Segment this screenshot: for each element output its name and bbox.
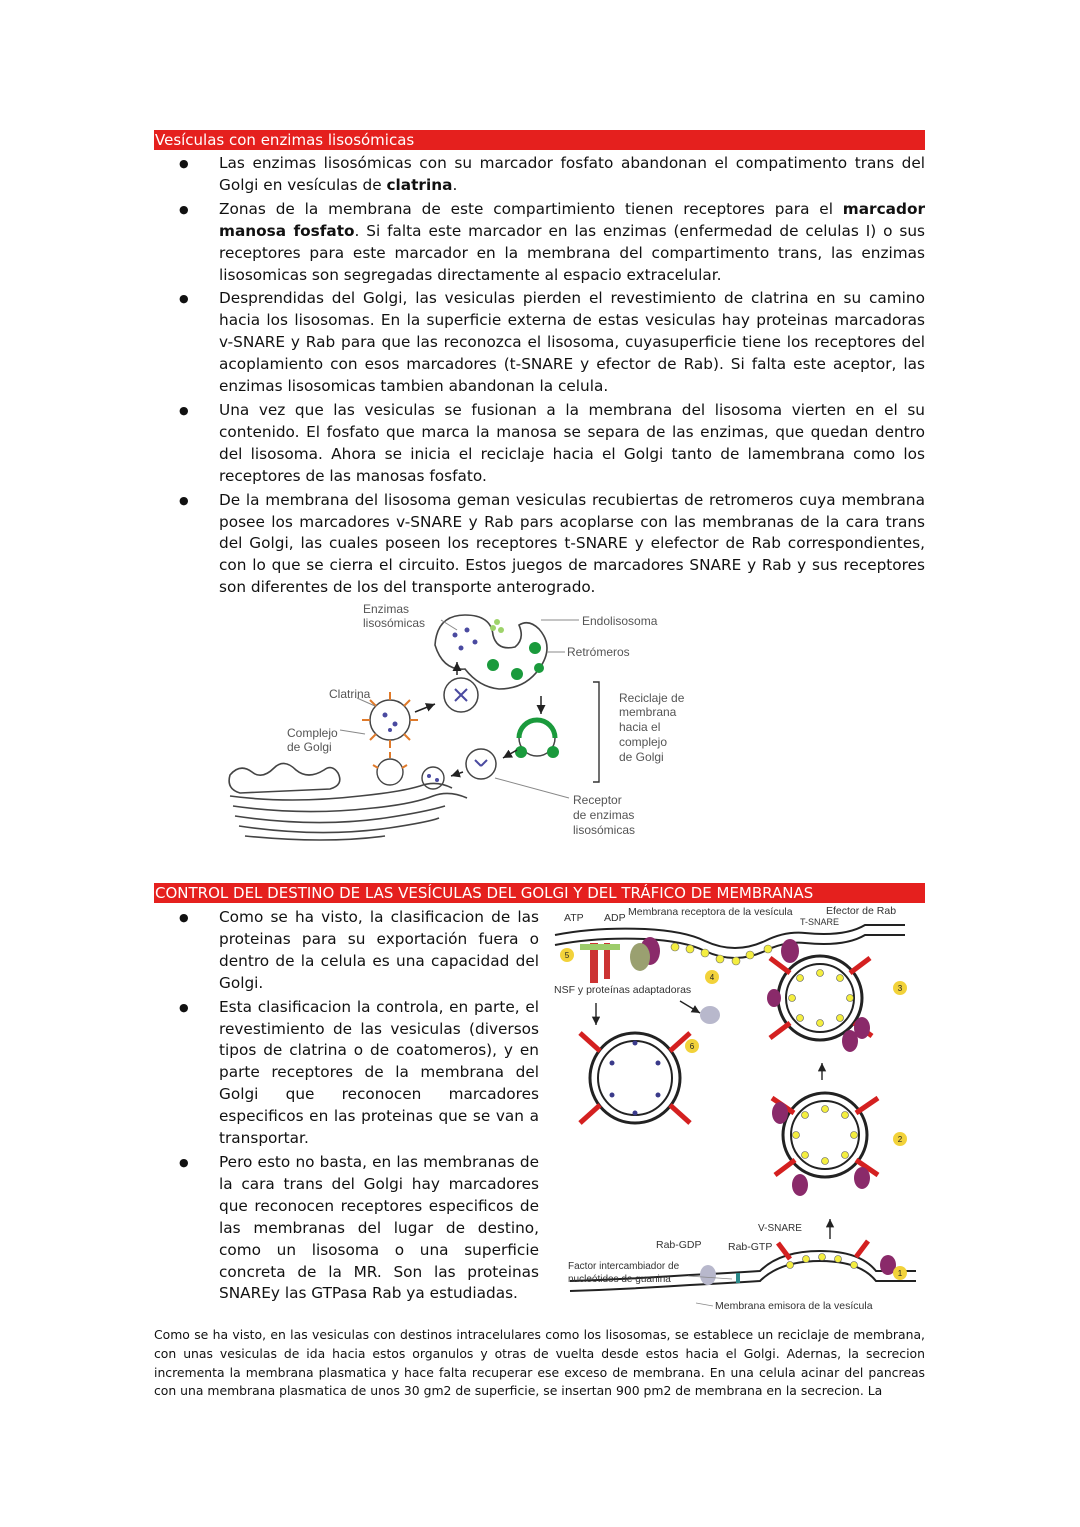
label-factor-1: Factor intercambiador de [568, 1261, 680, 1272]
label-rab-gdp: Rab-GDP [656, 1239, 702, 1251]
label-clatrina: Clatrina [329, 687, 371, 701]
label-membrana-emisora: Membrana emisora de la vesícula [715, 1300, 873, 1312]
bullet-text: Una vez que las vesiculas se fusionan a la membrana del lisosoma vierten en el su contenido. El fosfato que marca la manosa se separa de las enzimas, que quedan dentro del lisosoma. Ahora se inicia el reciclaje hacia el Golgi tanto de lamembrana como los receptores de las manosas fosfato. [219, 400, 925, 485]
bullet-item [154, 997, 539, 1150]
bullet-text: . [452, 175, 458, 194]
label-receptor-1: Receptor [573, 793, 622, 807]
step-2: 2 [897, 1135, 903, 1144]
retromer-vesicle [515, 720, 559, 758]
label-reciclaje-3: hacia el [619, 720, 661, 734]
bullet-text: Las enzimas lisosómicas con su marcador fosfato abandonan el compatimento trans del Golgi en vesículas de [219, 154, 925, 194]
label-complejo-2: de Golgi [287, 740, 332, 754]
bullet-item [154, 153, 925, 197]
bullet-item [154, 907, 539, 995]
bullet-text: Desprendidas del Golgi, las vesiculas pierden el revestimiento de clatrina en su camino hacia los lisosomas. En la superficie externa de estas vesiculas hay proteinas marcadoras v-SNARE y Rab para que las reconozca el lisosoma, cuyasuperficie tiene los receptores del acoplamiento con esos marcadores (t-SNARE y efector de Rab). Si falta este aceptor, las enzimas lisosomicas tambien abandonan la celula. [219, 289, 925, 396]
bullet-text: Zonas de la membrana de este compartimiento tienen receptores para el [219, 199, 843, 218]
bullet-text: . Si falta este marcador en las enzimas (enfermedad de celulas I) o sus receptores para este marcador en la membrana del compartimento trans, las enzimas lisosomicas son segregadas directamente al espacio extracelular. [219, 221, 925, 284]
bullet-list-vesiculas [154, 153, 925, 601]
label-atp: ATP [564, 912, 584, 924]
label-receptor-2: de enzimas [573, 808, 635, 822]
bullet-item [154, 199, 925, 287]
label-reciclaje-2: membrana [619, 705, 677, 719]
bullet-item [154, 490, 925, 600]
label-receptor-3: lisosómicas [573, 823, 636, 837]
endolysosome [435, 615, 547, 689]
bullet-text: De la membrana del lisosoma geman vesiculas recubiertas de retromeros cuya membrana posee los marcadores v-SNARE y Rab pars acoplarse con las membranas de la cara trans del Golgi, las cuales poseen los receptores t-SNARE y elefector de Rab correspondientes, con lo que se cierra el circuito. Estos juegos de marcadores SNARE y Rab y sus receptores son diferentes de los del transporte anterogrado. [219, 490, 925, 597]
step-5: 5 [564, 951, 570, 960]
label-efector-rab: Efector de Rab [826, 905, 897, 917]
bullet-item [154, 400, 925, 488]
figure-snare-rab [550, 903, 925, 1315]
step-4: 4 [709, 973, 715, 982]
clathrin-vesicle [362, 692, 418, 748]
label-adp: ADP [604, 912, 626, 924]
label-rab-gtp: Rab-GTP [728, 1241, 773, 1253]
label-enzimas-1: Enzimas [363, 602, 410, 616]
step-3: 3 [897, 984, 903, 993]
step-1: 1 [897, 1269, 903, 1278]
bullet-text: Esta clasificacion la controla, en parte, el revestimiento de las vesiculas (diversos tipos de clatrina o de coatomeros), y en parte receptores de la membrana del Golgi que reconocen marcadores especificos en las proteinas que se van a transportar. [219, 997, 539, 1148]
bold-term: marcador manosa fosfato [219, 199, 925, 240]
bullet-text: Como se ha visto, la clasificacion de las proteinas para su exportación fuera o dentro de la celula es una capacidad del Golgi. [219, 908, 539, 992]
label-nsf: NSF y proteínas adaptadoras [554, 984, 692, 996]
golgi-complex-drawing [229, 763, 467, 840]
label-retromeros: Retrómeros [567, 645, 630, 659]
figure-lysosomal-pathway [225, 600, 715, 845]
label-enzimas-2: lisosómicas [363, 616, 426, 630]
recycled-vesicle [580, 1033, 690, 1123]
docked-vesicle [767, 956, 872, 1052]
bold-term: clatrina [386, 175, 453, 194]
footer-paragraph: Como se ha visto, en las vesiculas con destinos intracelulares como los lisosomas, se establece un reciclaje de membrana, con unas vesiculas de ida hacia estos organulos y otras de vuelta desde estos hacia el Golgi. Adernas, la secrecion incrementa la membrana plasmatica y hace falta recuperar ese exceso de membrana. En una celula acinar del pancreas con una membrana plasmatica de unos 30 gm2 de superficie, se insertan 900 pm2 de membrana en la secrecion. La [154, 1327, 925, 1399]
label-factor-2: nucleótidos de guanina [568, 1274, 671, 1285]
label-complejo-1: Complejo [287, 726, 338, 740]
step-6: 6 [689, 1042, 695, 1051]
label-reciclaje-4: complejo [619, 735, 668, 749]
section-title-control-destino: CONTROL DEL DESTINO DE LAS VESÍCULAS DEL GOLGI Y DEL TRÁFICO DE MEMBRANAS [154, 883, 925, 903]
uncoated-vesicle [444, 678, 478, 712]
bullet-text: Pero esto no basta, en las membranas de la cara trans del Golgi hay marcadores que reconocen receptores especificos de las membranas del lugar de destino, como un lisosoma o una superficie concreta de la MR. Son las proteinas SNAREy las GTPasa Rab ya estudiadas. [219, 1152, 539, 1303]
bullet-list-control [154, 907, 539, 1307]
label-membrana-receptora: Membrana receptora de la vesícula [628, 906, 793, 918]
bullet-item [154, 1152, 539, 1305]
bullet-item [154, 288, 925, 398]
nsf-complex [580, 943, 650, 983]
section-title-vesiculas: Vesículas con enzimas lisosómicas [154, 130, 925, 150]
label-reciclaje-5: de Golgi [619, 750, 664, 764]
returning-vesicle [466, 749, 496, 779]
label-tsnare: T-SNARE [800, 917, 840, 927]
travelling-vesicle [772, 1093, 878, 1196]
label-endolisosoma: Endolisosoma [582, 614, 658, 628]
label-reciclaje-1: Reciclaje de [619, 691, 685, 705]
label-vsnare: V-SNARE [758, 1223, 802, 1234]
